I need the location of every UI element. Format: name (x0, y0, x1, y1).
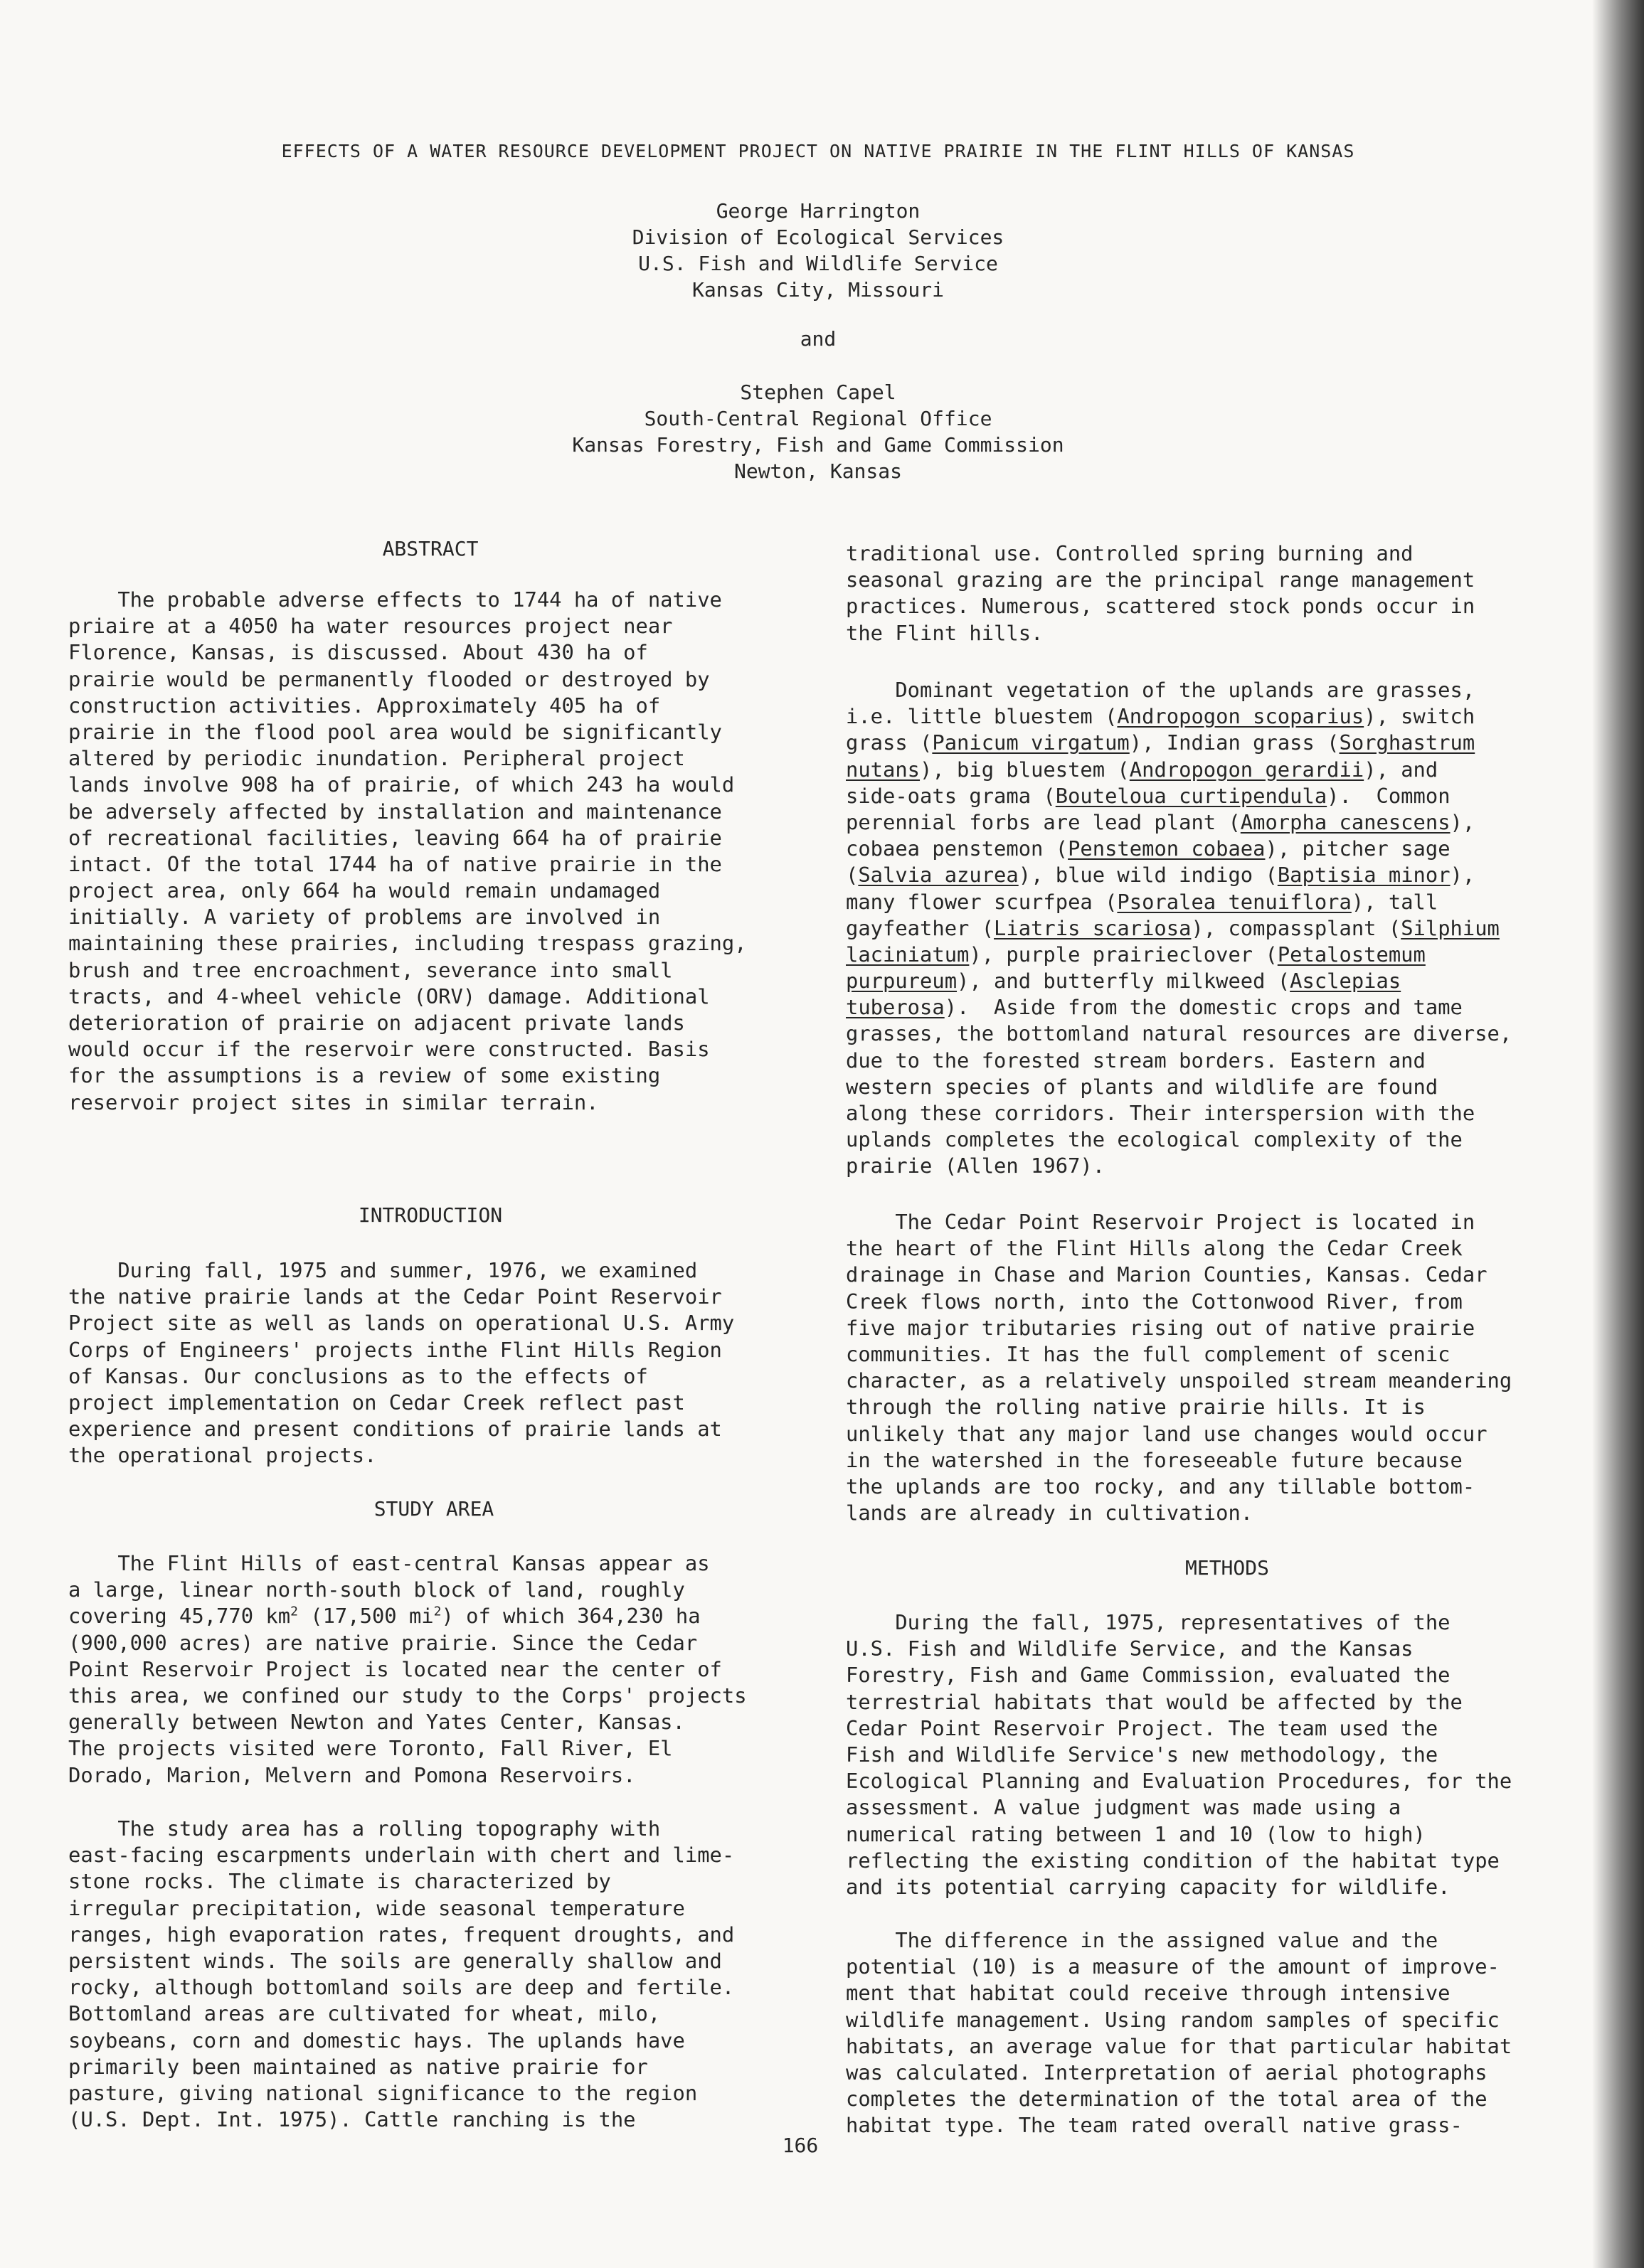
text-line: The projects visited were Toronto, Fall River, El (68, 1736, 673, 1761)
text-line: primarily been maintained as native prairie for (68, 2054, 648, 2079)
text-line: the uplands are too rocky, and any tillable bottom- (846, 1474, 1475, 1498)
species-name: Panicum virgatum (932, 730, 1130, 755)
species-name: Amorpha canescens (1240, 809, 1451, 834)
species-name: purpureum (846, 969, 958, 994)
species-name: Asclepias (1290, 969, 1401, 994)
text-line: of recreational facilities, leaving 664 ha of prairie (68, 825, 722, 850)
text-line: Corps of Engineers' projects inthe Flint Hills Region (68, 1337, 722, 1362)
text-line: the heart of the Flint Hills along the Cedar Creek (846, 1236, 1463, 1261)
text-span: many flower scurfpea ( (846, 889, 1118, 914)
text-line: character, as a relatively unspoiled stream meandering (846, 1368, 1512, 1393)
text-line: five major tributaries rising out of native prairie (846, 1315, 1475, 1340)
text-line: potential (10) is a measure of the amount of improve- (846, 1954, 1500, 1979)
methods-paragraph-1 (846, 1609, 1512, 1900)
text-span: ), (1450, 809, 1475, 834)
text-line: unlikely that any major land use changes would occur (846, 1421, 1487, 1446)
text-line (846, 862, 1512, 888)
methods-paragraph-2 (846, 1927, 1512, 2139)
text-line: (U.S. Dept. Int. 1975). Cattle ranching is the (68, 2107, 636, 2132)
text-line: prairie in the flood pool area would be significantly (68, 719, 722, 744)
text-span: side-oats grama ( (846, 783, 1056, 808)
page-number: 166 (782, 2134, 819, 2157)
text-line (846, 942, 1512, 968)
text-line: initially. A variety of problems are involved in (68, 905, 661, 930)
text-span: ( (846, 863, 859, 888)
text-line: Dorado, Marion, Melvern and Pomona Reservoirs. (68, 1762, 636, 1787)
text-span: (17,500 mi (297, 1604, 434, 1629)
study-area-paragraph-1 (68, 1550, 747, 1789)
text-line: east-facing escarpments underlain with chert and lime- (68, 1843, 735, 1868)
species-name: Petalostemum (1277, 942, 1426, 967)
text-line: During the fall, 1975, representatives of the (846, 1610, 1451, 1634)
text-line: maintaining these prairies, including trespass grazing, (68, 931, 747, 956)
text-span: ), switch (1364, 704, 1475, 729)
author-name: George Harrington (716, 199, 921, 223)
text-line (846, 836, 1512, 862)
text-line: priaire at a 4050 ha water resources project near (68, 614, 673, 639)
text-line: (900,000 acres) are native prairie. Since the Cedar (68, 1630, 698, 1655)
heading-study-area: STUDY AREA (373, 1497, 494, 1521)
author-affiliation: U.S. Fish and Wildlife Service (638, 252, 998, 275)
text-line: would occur if the reservoir were constructed. Basis (68, 1037, 710, 1062)
text-line: The study area has a rolling topography with (68, 1816, 661, 1841)
binding-shadow (1592, 0, 1644, 2268)
text-span: ), and (1364, 757, 1438, 782)
text-line: altered by periodic inundation. Peripheral project (68, 746, 685, 771)
text-line: and its potential carrying capacity for wildlife. (846, 1874, 1451, 1899)
species-name: Andropogon gerardii (1129, 757, 1364, 782)
author-name: Stephen Capel (740, 380, 896, 404)
cedar-point-paragraph (846, 1209, 1512, 1526)
text-line: tracts, and 4-wheel vehicle (ORV) damage. Additional (68, 984, 710, 1008)
species-name: Sorghastrum (1339, 730, 1475, 755)
text-line: habitat type. The team rated overall native grass- (846, 2113, 1463, 2138)
text-line: grasses, the bottomland natural resources are diverse, (846, 1021, 1512, 1046)
text-line: experience and present conditions of prairie lands at (68, 1417, 722, 1442)
species-name: Penstemon cobaea (1068, 836, 1266, 861)
species-name: Bouteloua curtipendula (1055, 783, 1327, 808)
text-span: ), Indian grass ( (1129, 730, 1340, 755)
species-name: Liatris scariosa (994, 915, 1192, 940)
text-line: The probable adverse effects to 1744 ha of native (68, 587, 722, 612)
text-line: uplands completes the ecological complexity of the (846, 1127, 1463, 1152)
species-name: tuberosa (846, 995, 945, 1020)
species-name: Silphium (1401, 915, 1500, 940)
text-line: numerical rating between 1 and 10 (low to high) (846, 1821, 1426, 1846)
text-span: ), blue wild indigo ( (1018, 863, 1278, 888)
text-line: prairie (Allen 1967). (846, 1154, 1105, 1178)
text-line: communities. It has the full complement of scenic (846, 1341, 1451, 1366)
text-line: wildlife management. Using random samples of specific (846, 2007, 1500, 2032)
species-name: laciniatum (846, 942, 970, 967)
author-block-first (498, 198, 1138, 303)
text-line (846, 730, 1512, 756)
text-line: habitats, an average value for that particular habitat (846, 2033, 1512, 2058)
text-line: generally between Newton and Yates Center, Kansas. (68, 1710, 685, 1735)
text-line: The difference in the assigned value and the (846, 1928, 1438, 1952)
text-line (846, 994, 1512, 1021)
text-line: rocky, although bottomland soils are deep and fertile. (68, 1975, 735, 2000)
text-line (846, 968, 1512, 994)
text-line: western species of plants and wildlife are found (846, 1074, 1438, 1099)
text-line: the native prairie lands at the Cedar Point Reservoir (68, 1284, 722, 1309)
text-line: ment that habitat could receive through intensive (846, 1981, 1451, 2006)
author-location: Kansas City, Missouri (691, 278, 944, 302)
text-line: brush and tree encroachment, severance into small (68, 957, 673, 982)
text-line: Creek flows north, into the Cottonwood River, from (846, 1289, 1463, 1314)
text-span: perennial forbs are lead plant ( (846, 809, 1241, 834)
text-line: Ecological Planning and Evaluation Procedures, for the (846, 1769, 1512, 1794)
text-line: reflecting the existing condition of the habitat type (846, 1848, 1500, 1873)
text-line (68, 1603, 747, 1629)
text-line: soybeans, corn and domestic hays. The uplands have (68, 2028, 685, 2053)
text-line: Point Reservoir Project is located near the center of (68, 1656, 722, 1681)
text-line: in the watershed in the foreseeable future because (846, 1447, 1463, 1472)
text-span: ), tall (1351, 889, 1438, 914)
superscript: 2 (290, 1604, 298, 1619)
species-name: Salvia azurea (858, 863, 1019, 888)
text-line: persistent winds. The soils are generally shallow and (68, 1948, 722, 1973)
text-line: a large, linear north-south block of land, roughly (68, 1577, 685, 1602)
text-line: seasonal grazing are the principal range management (846, 568, 1475, 592)
text-line: along these corridors. Their interspersion with the (846, 1101, 1475, 1125)
text-line: irregular precipitation, wide seasonal temperature (68, 1895, 685, 1920)
introduction-text (68, 1257, 734, 1469)
text-span: i.e. little bluestem ( (846, 704, 1118, 729)
text-line (846, 809, 1512, 836)
text-line: The Cedar Point Reservoir Project is located in (846, 1210, 1475, 1234)
text-line: project area, only 664 ha would remain undamaged (68, 878, 661, 903)
text-span: gayfeather ( (846, 915, 995, 940)
text-line: reservoir project sites in similar terrain. (68, 1090, 599, 1114)
text-span: ). Aside from the domestic crops and tame (944, 995, 1463, 1020)
text-line: of Kansas. Our conclusions as to the effects of (68, 1363, 648, 1388)
heading-abstract: ABSTRACT (382, 537, 479, 560)
text-span: ) of which 364,230 ha (441, 1604, 701, 1629)
heading-methods: METHODS (1184, 1556, 1269, 1580)
text-line: construction activities. Approximately 405 ha of (68, 693, 661, 718)
text-span: ), compassplant ( (1191, 915, 1401, 940)
text-span: grass ( (846, 730, 933, 755)
text-line: for the assumptions is a review of some existing (68, 1063, 661, 1088)
text-span: cobaea penstemon ( (846, 836, 1068, 861)
paper-title: EFFECTS OF A WATER RESOURCE DEVELOPMENT PROJECT ON NATIVE PRAIRIE IN THE FLINT HILLS OF KANSAS (281, 141, 1355, 161)
author-conjunction: and (800, 327, 837, 351)
text-line: assessment. A value judgment was made using a (846, 1795, 1401, 1820)
species-name: Baptisia minor (1277, 863, 1451, 888)
text-line: drainage in Chase and Marion Counties, Kansas. Cedar (846, 1262, 1487, 1287)
heading-introduction: INTRODUCTION (358, 1203, 503, 1227)
author-affiliation: Division of Ecological Services (632, 225, 1004, 249)
text-line: this area, we confined our study to the Corps' projects (68, 1683, 747, 1708)
text-line: lands involve 908 ha of prairie, of which 243 ha would (68, 772, 735, 797)
text-line: Dominant vegetation of the uplands are grasses, (846, 678, 1475, 702)
author-affiliation: Kansas Forestry, Fish and Game Commission (572, 433, 1064, 457)
text-line (846, 915, 1512, 942)
text-line: U.S. Fish and Wildlife Service, and the Kansas (846, 1636, 1414, 1661)
text-span: ), (1450, 863, 1475, 888)
text-span: ), and butterfly milkweed ( (957, 969, 1290, 994)
text-line: ranges, high evaporation rates, frequent droughts, and (68, 1922, 735, 1947)
text-line (846, 783, 1512, 809)
vegetation-paragraph (846, 677, 1512, 1180)
text-line: terrestrial habitats that would be affected by the (846, 1689, 1463, 1714)
text-line: project implementation on Cedar Creek reflect past (68, 1390, 685, 1415)
text-line: Florence, Kansas, is discussed. About 430 ha of (68, 640, 648, 665)
text-line: practices. Numerous, scattered stock ponds occur in (846, 594, 1475, 619)
study-area-paragraph-2 (68, 1816, 734, 2133)
text-line: During fall, 1975 and summer, 1976, we examined (68, 1258, 698, 1282)
author-block-second (498, 379, 1138, 484)
text-line (846, 889, 1512, 915)
text-line: through the rolling native prairie hills. It is (846, 1395, 1426, 1420)
text-line: Fish and Wildlife Service's new methodology, the (846, 1742, 1438, 1767)
species-name: Psoralea tenuiflora (1117, 889, 1352, 914)
text-line: deterioration of prairie on adjacent private lands (68, 1011, 685, 1035)
text-line (846, 757, 1512, 783)
superscript: 2 (433, 1604, 442, 1619)
species-name: Andropogon scoparius (1117, 704, 1364, 729)
author-affiliation: South-Central Regional Office (644, 407, 992, 430)
text-line: Project site as well as lands on operational U.S. Army (68, 1311, 735, 1336)
text-line: be adversely affected by installation and maintenance (68, 799, 722, 824)
text-line: Forestry, Fish and Game Commission, evaluated the (846, 1663, 1451, 1688)
species-name: nutans (846, 757, 921, 782)
text-line: the Flint hills. (846, 620, 1044, 645)
text-span: covering 45,770 km (68, 1604, 291, 1629)
text-span: ), purple prairieclover ( (969, 942, 1278, 967)
text-line: prairie would be permanently flooded or destroyed by (68, 666, 710, 691)
text-span: ). Common (1327, 783, 1451, 808)
text-line: stone rocks. The climate is characterized by (68, 1869, 611, 1894)
text-line: completes the determination of the total area of the (846, 2087, 1487, 2112)
author-location: Newton, Kansas (733, 459, 902, 483)
text-line: lands are already in cultivation. (846, 1501, 1253, 1526)
text-line: the operational projects. (68, 1443, 377, 1468)
land-use-paragraph (846, 541, 1475, 646)
text-span: ), big bluestem ( (920, 757, 1130, 782)
text-line: intact. Of the total 1744 ha of native prairie in the (68, 851, 722, 876)
text-line: Bottomland areas are cultivated for wheat, milo, (68, 2001, 661, 2026)
text-span: ), pitcher sage (1265, 836, 1451, 861)
text-line: due to the forested stream borders. Eastern and (846, 1048, 1426, 1072)
text-line: was calculated. Interpretation of aerial photographs (846, 2060, 1487, 2085)
text-line: traditional use. Controlled spring burning and (846, 541, 1414, 565)
text-line: The Flint Hills of east-central Kansas appear as (68, 1551, 710, 1575)
text-line: Cedar Point Reservoir Project. The team used the (846, 1715, 1438, 1740)
text-line: pasture, giving national significance to the region (68, 2080, 698, 2105)
text-line (846, 703, 1512, 730)
abstract-text (68, 587, 747, 1116)
